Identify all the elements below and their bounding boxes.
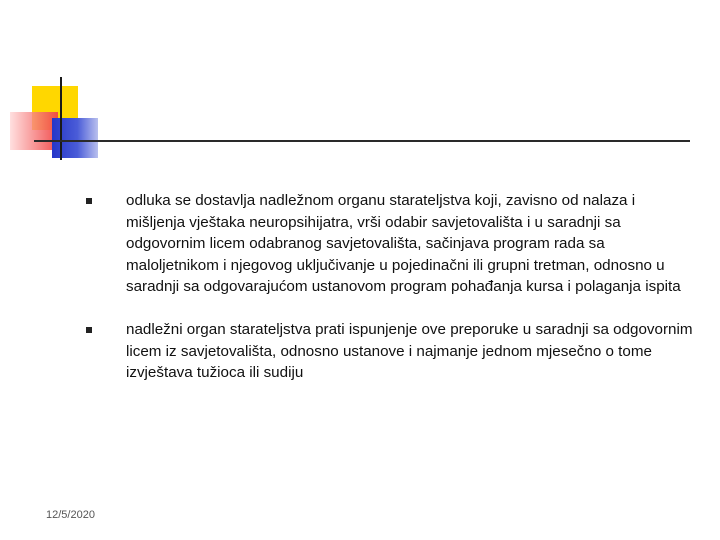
logo-vertical-line [60, 77, 62, 160]
bullet-text: nadležni organ starateljstva prati ispunjenje ove preporuke u saradnji sa odgovornim licem iz savjetovališta, odnosno ustanove i najmanje jednom mjesečno o tome izvještava tužioca ili sudiju [126, 320, 693, 382]
logo-blue-square [52, 118, 98, 158]
square-bullet-icon [86, 198, 92, 204]
bullet-item [86, 319, 696, 384]
slide-date: 12/5/2020 [46, 509, 95, 521]
bullet-item [86, 190, 696, 298]
bullet-list [86, 190, 696, 384]
title-divider-line [34, 140, 690, 142]
square-bullet-icon [86, 327, 92, 333]
logo-red-square [10, 112, 58, 150]
bullet-text: odluka se dostavlja nadležnom organu starateljstva koji, zavisno od nalaza i mišljenja vještaka neuropsihijatra, vrši odabir savjetovališta i u saradnji sa odgovornim licem odabranog savjetovališta, sačinjava program rada sa maloljetnikom i njegovog uključivanje u pojedinačni ili grupni tretman, odnosno u saradnji sa odgovarajućom ustanovom program pohađanja kursa i polaganja ispita [126, 192, 681, 296]
